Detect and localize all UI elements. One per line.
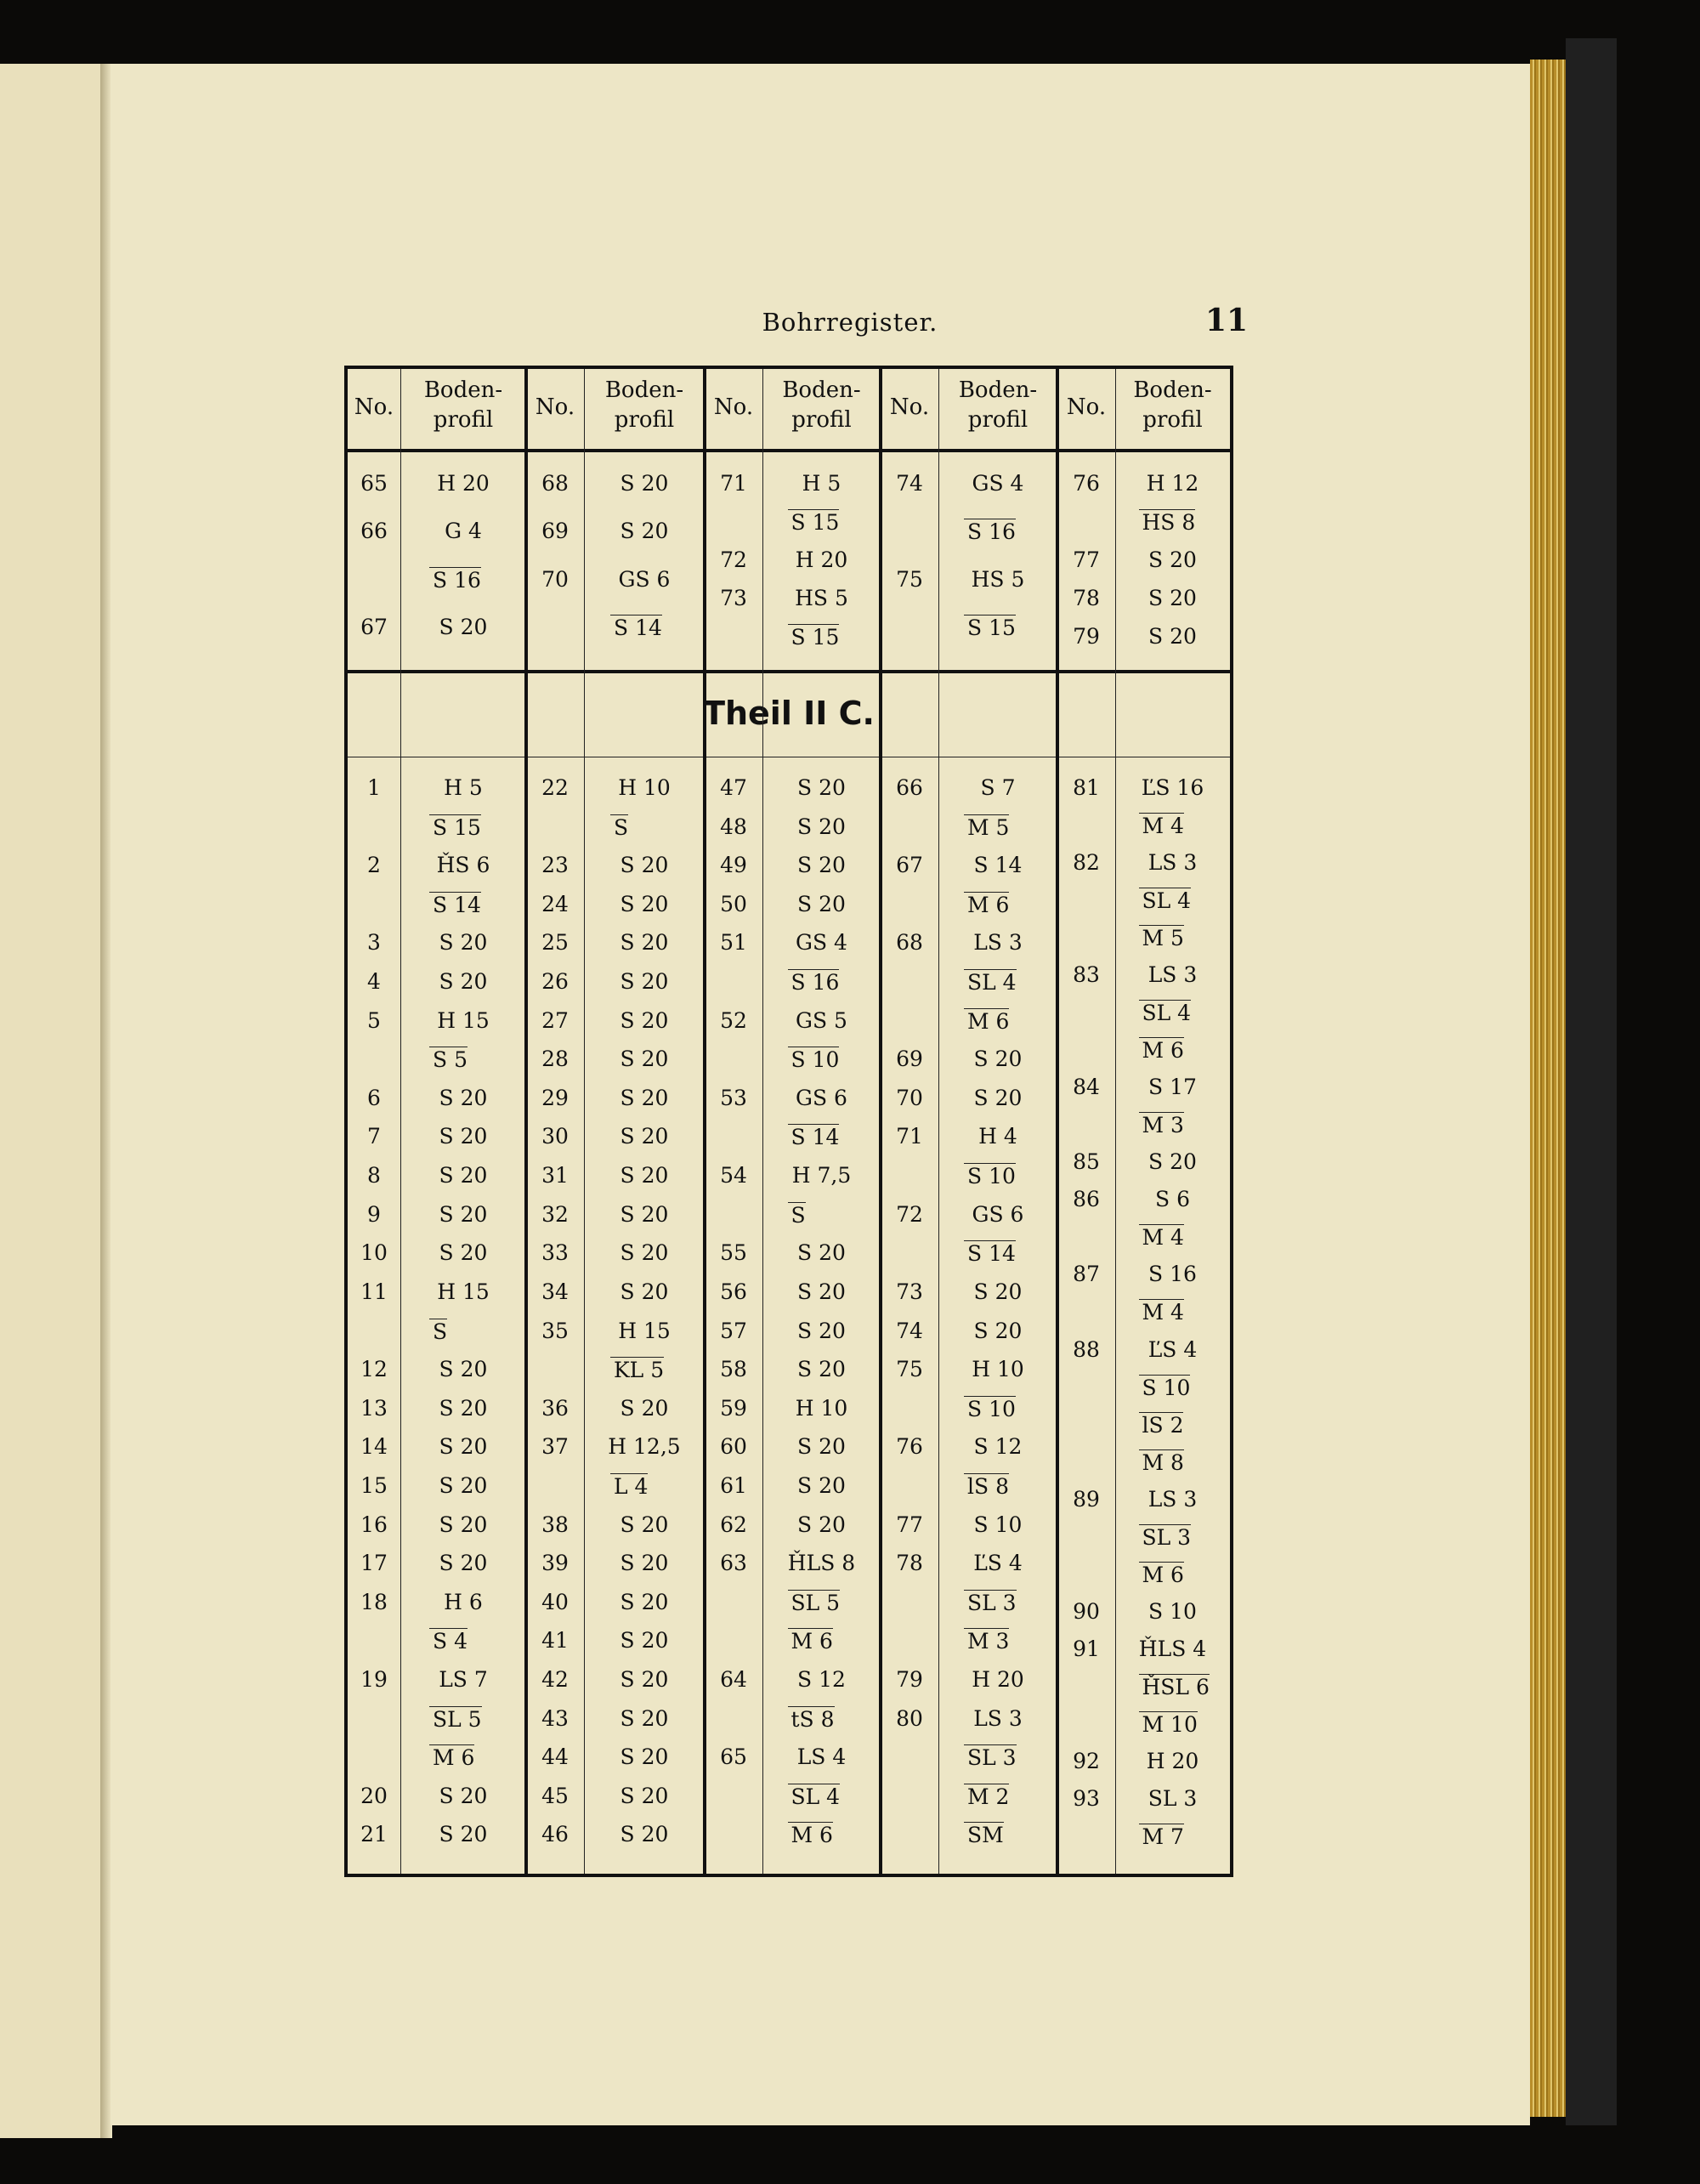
theil-row-profil: M 7 [1139, 1824, 1184, 1850]
top-row-no: 74 [896, 471, 923, 496]
theil-row-profil: H 15 [437, 1007, 490, 1033]
theil-row-no: 47 [720, 775, 747, 800]
theil-row-profil: SL 4 [1139, 1000, 1192, 1026]
theil-row-no: 62 [720, 1512, 747, 1537]
theil-row-profil: S [788, 1202, 806, 1228]
theil-row-profil: H 5 [444, 775, 483, 800]
theil-row-no: 15 [360, 1472, 388, 1498]
theil-row-no: 30 [541, 1124, 569, 1149]
theil-row-no: 81 [1073, 775, 1100, 800]
theil-row-no: 91 [1073, 1636, 1100, 1661]
theil-row-profil: S 20 [620, 1628, 669, 1654]
theil-row-profil: M 4 [1139, 1224, 1184, 1251]
running-head: Bohrregister. [762, 308, 938, 337]
theil-row-profil: S 20 [797, 1512, 846, 1537]
top-row-profil: S 20 [1148, 624, 1197, 649]
theil-row-no: 70 [896, 1085, 923, 1110]
theil-row-profil: SL 4 [1139, 888, 1192, 914]
theil-row-no: 48 [720, 814, 747, 839]
theil-row-profil: SL 3 [1148, 1785, 1198, 1811]
top-row-no: 72 [720, 547, 747, 572]
theil-row-profil: LS 3 [973, 930, 1023, 956]
section-title: Theil II C. [703, 695, 875, 732]
theil-row-profil: L 4 [610, 1473, 648, 1500]
theil-row-no: 57 [720, 1318, 747, 1343]
theil-row-no: 58 [720, 1357, 747, 1382]
theil-row-profil: M 5 [1139, 925, 1184, 951]
theil-row-profil: S 12 [797, 1666, 846, 1692]
theil-row-profil: S 20 [439, 1357, 488, 1382]
header-no: No. [1066, 394, 1107, 420]
theil-row-no: 27 [541, 1007, 569, 1033]
theil-row-profil: S 20 [797, 814, 846, 839]
theil-row-no: 36 [541, 1395, 569, 1421]
theil-row-profil: S 14 [973, 853, 1023, 878]
theil-row-profil: S 20 [973, 1318, 1023, 1343]
top-row-profil: S 16 [429, 567, 481, 593]
section-rule-top [348, 670, 1230, 673]
header-bodenprofil: Boden- profil [604, 377, 684, 433]
theil-row-profil: S 20 [439, 1085, 488, 1110]
top-row-profil: S 16 [964, 519, 1016, 545]
theil-row-no: 37 [541, 1434, 569, 1460]
theil-row-no: 38 [541, 1512, 569, 1537]
header-bodenprofil: Boden- profil [423, 377, 503, 433]
theil-row-profil: LS 3 [1148, 962, 1198, 988]
top-row-profil: HS 5 [795, 586, 848, 610]
theil-row-profil: S 16 [788, 969, 840, 996]
theil-row-no: 90 [1073, 1598, 1100, 1624]
theil-row-no: 10 [360, 1240, 388, 1266]
theil-row-profil: S 10 [1148, 1598, 1197, 1624]
theil-row-profil: S 20 [797, 775, 846, 800]
top-row-no: 73 [720, 586, 747, 610]
theil-row-profil: S 20 [620, 1589, 669, 1614]
theil-row-no: 86 [1073, 1187, 1100, 1212]
theil-row-profil: S 20 [620, 853, 669, 878]
theil-row-profil: M 4 [1139, 1299, 1184, 1325]
theil-row-no: 44 [541, 1744, 569, 1770]
theil-row-profil: LS 3 [1148, 850, 1198, 876]
theil-row-profil: S 20 [620, 1124, 669, 1149]
theil-row-profil: S 4 [429, 1628, 468, 1654]
top-row-no: 69 [541, 519, 569, 544]
theil-row-no: 82 [1073, 850, 1100, 876]
theil-row-profil: H 10 [972, 1357, 1024, 1382]
theil-row-profil: S 14 [788, 1124, 840, 1150]
theil-row-profil: S 20 [973, 1047, 1023, 1072]
theil-row-profil: H 15 [437, 1279, 490, 1304]
theil-row-no: 93 [1073, 1785, 1100, 1811]
theil-row-profil: M 6 [788, 1628, 833, 1654]
top-row-profil: HS 8 [1139, 509, 1196, 536]
theil-row-profil: S [610, 814, 628, 841]
theil-row-profil: S 20 [620, 891, 669, 916]
top-row-profil: HS 5 [971, 566, 1025, 592]
theil-row-profil: SL 4 [788, 1784, 841, 1810]
theil-row-no: 26 [541, 969, 569, 995]
top-row-profil: GS 4 [972, 471, 1024, 496]
theil-row-no: 16 [360, 1512, 388, 1537]
theil-row-no: 20 [360, 1783, 388, 1808]
theil-row-profil: ĽS 16 [1141, 775, 1204, 800]
theil-row-no: 56 [720, 1279, 747, 1304]
top-row-no: 65 [360, 471, 388, 496]
theil-row-profil: S 20 [439, 1434, 488, 1460]
theil-row-profil: SL 3 [964, 1744, 1017, 1771]
theil-row-profil: lS 8 [964, 1473, 1009, 1500]
theil-row-no: 55 [720, 1240, 747, 1266]
theil-row-profil: tS 8 [788, 1706, 835, 1733]
theil-row-no: 66 [896, 775, 923, 800]
header-rule [348, 449, 1230, 452]
book-cover [1566, 38, 1617, 2125]
top-row-profil: S 20 [620, 471, 669, 496]
theil-row-profil: M 3 [964, 1628, 1009, 1654]
theil-row-profil: H 7,5 [791, 1163, 852, 1188]
theil-row-profil: H 20 [972, 1666, 1024, 1692]
theil-row-profil: S 20 [439, 1472, 488, 1498]
theil-row-no: 67 [896, 853, 923, 878]
theil-row-profil: SL 5 [788, 1590, 841, 1616]
theil-row-no: 73 [896, 1279, 923, 1304]
theil-row-profil: M 3 [1139, 1112, 1184, 1138]
top-row-profil: S 15 [788, 509, 840, 536]
theil-row-profil: S 10 [964, 1396, 1016, 1422]
theil-row-profil: S 20 [439, 1551, 488, 1576]
theil-row-no: 60 [720, 1434, 747, 1460]
header-bodenprofil: Boden- profil [782, 377, 861, 433]
top-row-no: 68 [541, 471, 569, 496]
theil-row-profil: S 20 [439, 1783, 488, 1808]
theil-row-profil: H 12,5 [608, 1434, 681, 1460]
theil-row-profil: S 17 [1148, 1075, 1197, 1100]
theil-row-profil: M 2 [964, 1784, 1009, 1810]
top-row-no: 79 [1073, 624, 1100, 649]
theil-row-no: 71 [896, 1124, 923, 1149]
theil-row-profil: M 6 [1139, 1037, 1184, 1064]
theil-row-profil: S 20 [439, 1240, 488, 1266]
theil-row-profil: S 10 [788, 1047, 840, 1073]
theil-row-profil: LS 4 [796, 1744, 847, 1770]
theil-row-profil: H 6 [444, 1589, 483, 1614]
theil-row-no: 43 [541, 1705, 569, 1731]
top-row-no: 75 [896, 566, 923, 592]
theil-row-profil: S 20 [797, 891, 846, 916]
theil-row-no: 18 [360, 1589, 388, 1614]
theil-row-profil: S 20 [439, 930, 488, 956]
theil-row-profil: H 4 [978, 1124, 1017, 1149]
theil-row-no: 25 [541, 930, 569, 956]
top-row-no: 66 [360, 519, 388, 544]
theil-row-profil: ĽS 4 [973, 1551, 1023, 1576]
theil-row-profil: S 6 [1155, 1187, 1190, 1212]
theil-row-profil: S 14 [964, 1240, 1016, 1267]
theil-row-profil: S 20 [620, 1822, 669, 1847]
theil-row-profil: H 20 [1146, 1748, 1199, 1773]
theil-row-profil: S 10 [1139, 1375, 1191, 1401]
theil-row-profil: S 20 [439, 1822, 488, 1847]
theil-row-profil: M 8 [1139, 1449, 1184, 1476]
theil-row-no: 68 [896, 930, 923, 956]
theil-row-profil: GS 5 [796, 1007, 847, 1033]
top-row-profil: H 20 [795, 547, 848, 572]
theil-row-profil: SM [964, 1822, 1004, 1848]
theil-row-profil: S 20 [973, 1085, 1023, 1110]
theil-row-no: 9 [367, 1201, 381, 1227]
theil-row-profil: S 20 [620, 1783, 669, 1808]
theil-row-profil: S 20 [620, 1551, 669, 1576]
theil-row-no: 92 [1073, 1748, 1100, 1773]
theil-row-profil: S 20 [797, 1318, 846, 1343]
theil-row-no: 3 [367, 930, 381, 956]
theil-row-no: 87 [1073, 1262, 1100, 1287]
theil-row-profil: KL 5 [610, 1357, 664, 1383]
theil-row-profil: M 6 [964, 892, 1009, 918]
theil-row-no: 41 [541, 1628, 569, 1654]
theil-row-no: 1 [367, 775, 381, 800]
theil-row-profil: S 20 [620, 1007, 669, 1033]
theil-row-profil: S 20 [439, 1124, 488, 1149]
top-row-no: 77 [1073, 547, 1100, 572]
theil-row-profil: S 7 [980, 775, 1016, 800]
top-row-profil: H 5 [802, 471, 842, 496]
header-bodenprofil: Boden- profil [958, 377, 1038, 433]
theil-row-profil: M 4 [1139, 813, 1184, 839]
theil-row-profil: S 20 [797, 1279, 846, 1304]
theil-row-no: 50 [720, 891, 747, 916]
theil-row-profil: S 20 [439, 1395, 488, 1421]
page-edges [1530, 60, 1566, 2117]
theil-row-no: 17 [360, 1551, 388, 1576]
theil-row-profil: M 6 [429, 1744, 474, 1771]
theil-row-no: 6 [367, 1085, 381, 1110]
theil-row-no: 42 [541, 1666, 569, 1692]
theil-row-no: 33 [541, 1240, 569, 1266]
top-row-profil: S 20 [620, 519, 669, 544]
theil-row-profil: lS 2 [1139, 1412, 1184, 1438]
theil-row-profil: H 10 [795, 1395, 848, 1421]
theil-row-profil: ĽS 4 [1148, 1336, 1198, 1362]
theil-row-no: 8 [367, 1163, 381, 1188]
theil-row-no: 79 [896, 1666, 923, 1692]
theil-row-profil: SL 3 [964, 1590, 1017, 1616]
top-row-no: 76 [1073, 471, 1100, 496]
header-no: No. [354, 394, 394, 420]
top-row-no: 70 [541, 566, 569, 592]
theil-row-no: 5 [367, 1007, 381, 1033]
theil-row-no: 63 [720, 1551, 747, 1576]
top-row-no: 67 [360, 614, 388, 639]
theil-row-no: 83 [1073, 962, 1100, 988]
theil-row-profil: S 20 [620, 1085, 669, 1110]
theil-row-profil: M 6 [788, 1822, 833, 1848]
theil-row-profil: H 15 [618, 1318, 671, 1343]
theil-row-profil: S 20 [797, 853, 846, 878]
theil-row-profil: S 5 [429, 1047, 468, 1073]
top-row-profil: S 15 [788, 624, 840, 650]
theil-row-profil: S [429, 1319, 447, 1345]
theil-row-profil: S 20 [620, 1279, 669, 1304]
theil-row-no: 14 [360, 1434, 388, 1460]
theil-row-no: 19 [360, 1666, 388, 1692]
theil-row-no: 35 [541, 1318, 569, 1343]
theil-row-no: 24 [541, 891, 569, 916]
top-row-no: 78 [1073, 586, 1100, 610]
theil-row-no: 40 [541, 1589, 569, 1614]
theil-row-no: 46 [541, 1822, 569, 1847]
top-row-profil: S 20 [439, 614, 488, 639]
theil-row-no: 61 [720, 1472, 747, 1498]
theil-row-profil: S 20 [797, 1240, 846, 1266]
theil-row-profil: S 20 [620, 930, 669, 956]
top-row-profil: G 4 [445, 519, 482, 544]
theil-row-profil: S 20 [797, 1434, 846, 1460]
theil-row-no: 29 [541, 1085, 569, 1110]
theil-row-profil: S 20 [439, 1512, 488, 1537]
theil-row-no: 64 [720, 1666, 747, 1692]
theil-row-no: 49 [720, 853, 747, 878]
header-bodenprofil: Boden- profil [1133, 377, 1212, 433]
theil-row-profil: GS 6 [972, 1201, 1024, 1227]
top-row-profil: H 12 [1146, 471, 1199, 496]
top-row-profil: S 15 [964, 615, 1016, 641]
theil-row-profil: S 20 [620, 1512, 669, 1537]
theil-row-profil: M 10 [1139, 1711, 1198, 1738]
theil-row-no: 13 [360, 1395, 388, 1421]
theil-row-profil: S 20 [620, 969, 669, 995]
theil-row-profil: S 10 [973, 1512, 1023, 1537]
header-no: No. [535, 394, 575, 420]
theil-row-no: 77 [896, 1512, 923, 1537]
theil-row-profil: GS 6 [796, 1085, 847, 1110]
theil-row-no: 72 [896, 1201, 923, 1227]
theil-row-profil: S 20 [620, 1666, 669, 1692]
top-row-profil: S 20 [1148, 547, 1197, 572]
theil-row-no: 74 [896, 1318, 923, 1343]
header-no: No. [889, 394, 930, 420]
theil-row-no: 22 [541, 775, 569, 800]
theil-row-profil: M 5 [964, 814, 1009, 841]
theil-row-no: 88 [1073, 1336, 1100, 1362]
theil-row-profil: SL 3 [1139, 1524, 1192, 1551]
theil-row-profil: S 20 [620, 1047, 669, 1072]
theil-row-no: 54 [720, 1163, 747, 1188]
top-row-profil: GS 6 [618, 566, 671, 592]
theil-row-no: 84 [1073, 1075, 1100, 1100]
theil-row-no: 2 [367, 853, 381, 878]
theil-row-profil: LS 7 [439, 1666, 488, 1692]
theil-row-no: 76 [896, 1434, 923, 1460]
theil-row-no: 28 [541, 1047, 569, 1072]
theil-row-profil: GS 4 [796, 930, 847, 956]
theil-row-profil: S 20 [797, 1357, 846, 1382]
theil-row-no: 7 [367, 1124, 381, 1149]
theil-row-profil: S 14 [429, 892, 481, 918]
theil-row-no: 12 [360, 1357, 388, 1382]
theil-row-profil: SL 5 [429, 1706, 482, 1733]
theil-row-no: 32 [541, 1201, 569, 1227]
theil-row-profil: ȞSL 6 [1139, 1674, 1210, 1700]
theil-row-no: 52 [720, 1007, 747, 1033]
theil-row-profil: S 20 [439, 969, 488, 995]
theil-row-no: 23 [541, 853, 569, 878]
theil-row-no: 65 [720, 1744, 747, 1770]
page-number: 11 [1205, 303, 1249, 338]
theil-row-profil: S 20 [973, 1279, 1023, 1304]
theil-row-profil: S 10 [964, 1163, 1016, 1189]
theil-row-profil: H 10 [618, 775, 671, 800]
theil-row-profil: S 20 [797, 1472, 846, 1498]
no-profil-divider [938, 369, 939, 1874]
theil-row-profil: S 20 [620, 1705, 669, 1731]
theil-row-profil: S 20 [439, 1163, 488, 1188]
top-row-profil: H 20 [437, 471, 490, 496]
theil-row-profil: SL 4 [964, 969, 1017, 996]
theil-row-no: 31 [541, 1163, 569, 1188]
theil-row-profil: M 6 [964, 1008, 1009, 1035]
theil-row-no: 89 [1073, 1486, 1100, 1512]
theil-row-profil: S 20 [620, 1240, 669, 1266]
theil-row-profil: LS 3 [1148, 1486, 1198, 1512]
bohrregister-table [344, 366, 1233, 1877]
theil-row-no: 80 [896, 1705, 923, 1731]
theil-row-profil: S 20 [620, 1395, 669, 1421]
theil-row-no: 11 [360, 1279, 388, 1304]
theil-row-no: 45 [541, 1783, 569, 1808]
theil-row-no: 51 [720, 930, 747, 956]
theil-row-profil: S 20 [620, 1201, 669, 1227]
theil-row-no: 78 [896, 1551, 923, 1576]
top-row-profil: S 20 [1148, 586, 1197, 610]
theil-row-profil: M 6 [1139, 1562, 1184, 1588]
theil-row-no: 39 [541, 1551, 569, 1576]
theil-row-no: 85 [1073, 1149, 1100, 1175]
theil-row-profil: S 20 [620, 1744, 669, 1770]
theil-row-profil: S 20 [439, 1201, 488, 1227]
theil-row-no: 4 [367, 969, 381, 995]
theil-row-profil: ȞLS 4 [1138, 1636, 1207, 1661]
theil-row-profil: S 20 [620, 1163, 669, 1188]
theil-row-profil: ȞS 6 [436, 853, 490, 878]
theil-row-no: 21 [360, 1822, 388, 1847]
theil-row-no: 75 [896, 1357, 923, 1382]
header-no: No. [713, 394, 754, 420]
theil-row-no: 59 [720, 1395, 747, 1421]
top-row-profil: S 14 [610, 615, 662, 641]
top-row-no: 71 [720, 471, 747, 496]
theil-row-profil: ȞLS 8 [787, 1551, 856, 1576]
no-profil-divider [400, 369, 401, 1874]
theil-row-profil: S 12 [973, 1434, 1023, 1460]
theil-row-profil: LS 3 [973, 1705, 1023, 1731]
theil-row-profil: S 16 [1148, 1262, 1197, 1287]
theil-row-profil: S 15 [429, 814, 481, 841]
theil-row-profil: S 20 [1148, 1149, 1197, 1175]
theil-row-no: 34 [541, 1279, 569, 1304]
theil-row-no: 69 [896, 1047, 923, 1072]
theil-row-no: 53 [720, 1085, 747, 1110]
left-page [0, 64, 105, 2138]
